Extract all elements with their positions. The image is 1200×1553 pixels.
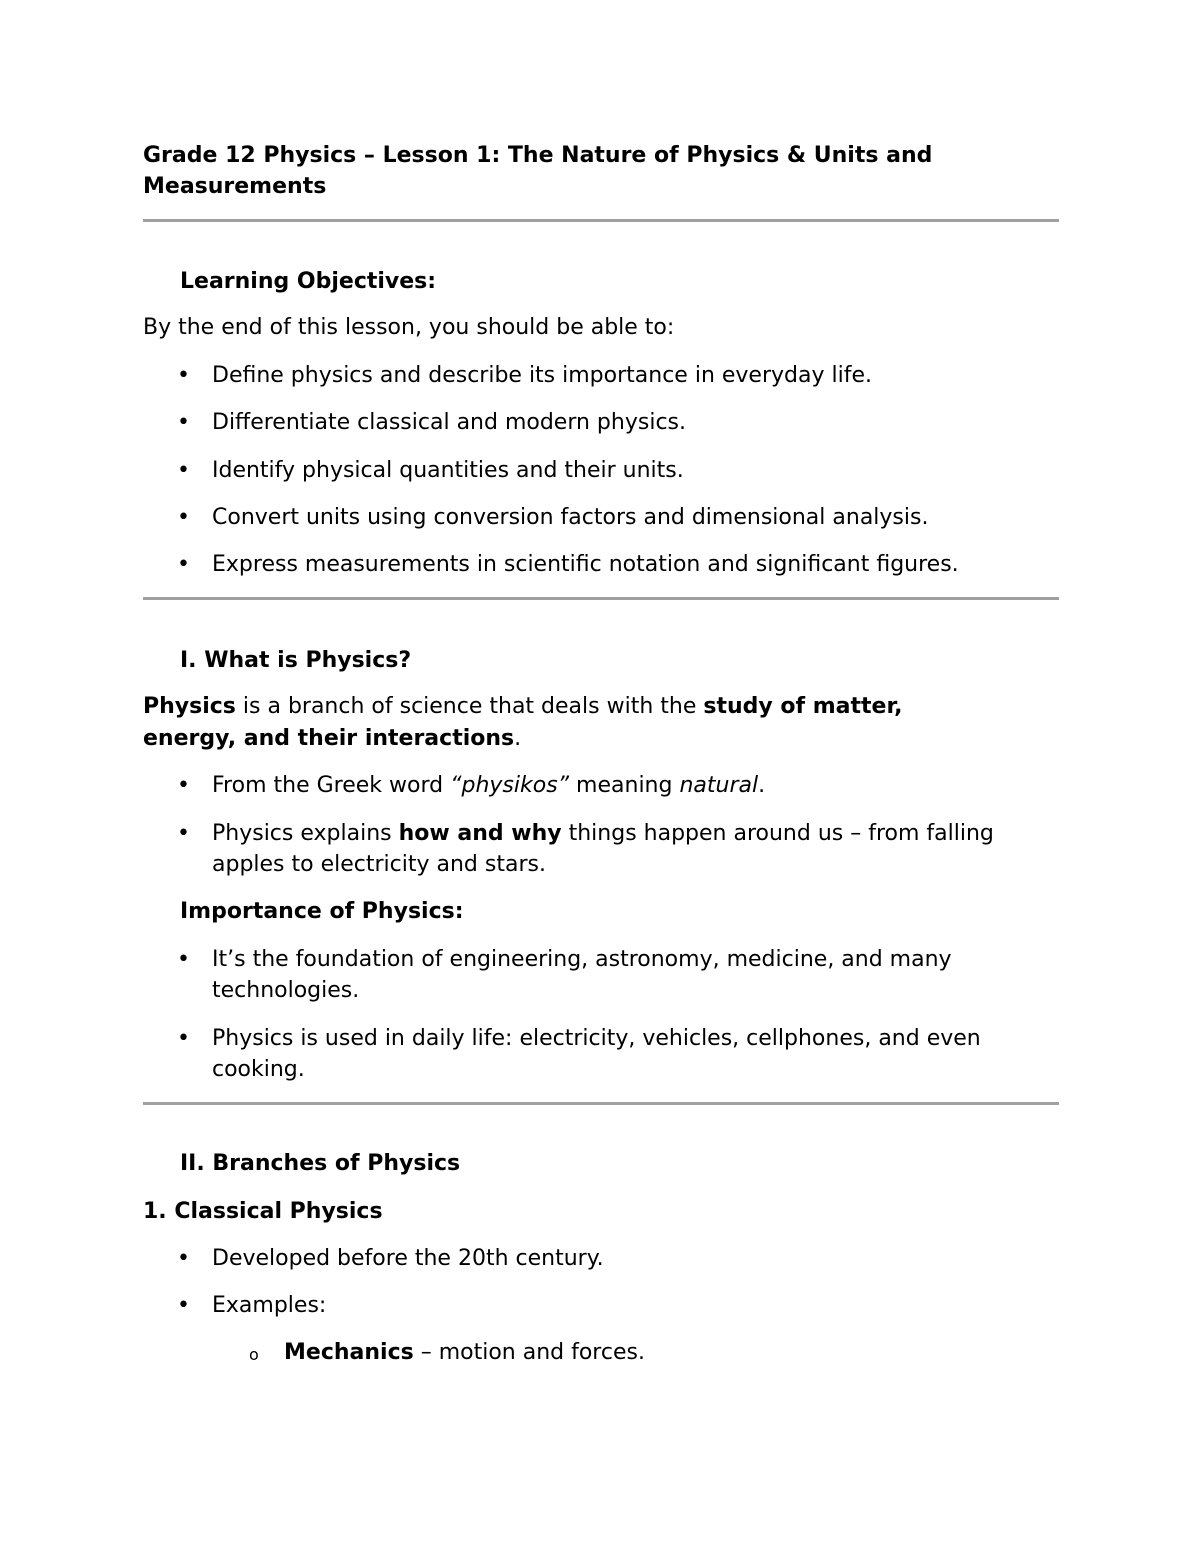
explains-post: things happen around us – from falling [561, 821, 994, 846]
importance-item-2-line-2: cooking. [212, 1057, 305, 1082]
objectives-intro: By the end of this lesson, you should be able to: [143, 315, 675, 340]
bullet-icon: • [177, 1293, 190, 1318]
importance-heading: Importance of Physics: [180, 899, 464, 924]
example-desc: – motion and forces. [413, 1340, 645, 1365]
importance-item-1: It’s the foundation of engineering, astronomy, medicine, and many [212, 947, 952, 972]
greek-meaning: natural [679, 773, 759, 798]
horizontal-rule [143, 597, 1059, 600]
objective-item: Express measurements in scientific notation and significant figures. [212, 552, 959, 577]
objective-item: Define physics and describe its importance in everyday life. [212, 363, 872, 388]
definition-end: . [514, 726, 522, 751]
horizontal-rule [143, 1102, 1059, 1105]
explains-item-line-2: apples to electricity and stars. [212, 852, 546, 877]
classical-item: Developed before the 20th century. [212, 1246, 604, 1271]
classical-item: Examples: [212, 1293, 327, 1318]
bullet-icon: • [177, 505, 190, 530]
greek-origin-end: . [758, 773, 766, 798]
bullet-icon: • [177, 821, 190, 846]
physics-definition-line-2 [143, 723, 521, 754]
bullet-icon: • [177, 947, 190, 972]
greek-origin-item [212, 770, 765, 801]
importance-item-1-line-2: technologies. [212, 978, 360, 1003]
definition-bold-2: energy, and their interactions [143, 726, 515, 751]
example-term: Mechanics [284, 1340, 414, 1365]
objective-item: Identify physical quantities and their units. [212, 458, 684, 483]
bullet-icon: • [177, 363, 190, 388]
objective-item: Differentiate classical and modern physics. [212, 410, 686, 435]
title-line-2: Measurements [143, 174, 327, 199]
physics-definition [143, 691, 902, 722]
bullet-icon: • [177, 410, 190, 435]
explains-pre: Physics explains [212, 821, 399, 846]
section-1-heading: I. What is Physics? [180, 648, 412, 673]
classical-physics-heading: 1. Classical Physics [143, 1199, 383, 1224]
title-line-1: Grade 12 Physics – Lesson 1: The Nature of Physics & Units and [143, 143, 933, 168]
sub-bullet-icon: o [249, 1345, 259, 1364]
explains-item [212, 818, 994, 849]
document-title [143, 140, 1023, 202]
example-item [284, 1337, 645, 1368]
bullet-icon: • [177, 458, 190, 483]
bullet-icon: • [177, 1246, 190, 1271]
objective-item: Convert units using conversion factors and dimensional analysis. [212, 505, 929, 530]
greek-word: “physikos” [450, 773, 570, 798]
definition-term: Physics [143, 694, 236, 719]
definition-bold-1: study of matter, [703, 694, 903, 719]
bullet-icon: • [177, 552, 190, 577]
section-2-heading: II. Branches of Physics [180, 1151, 461, 1176]
bullet-icon: • [177, 1026, 190, 1051]
explains-bold: how and why [398, 821, 562, 846]
importance-item-2: Physics is used in daily life: electricity, vehicles, cellphones, and even [212, 1026, 981, 1051]
greek-origin-mid: meaning [569, 773, 680, 798]
objectives-heading: Learning Objectives: [180, 269, 437, 294]
bullet-icon: • [177, 773, 190, 798]
horizontal-rule [143, 219, 1059, 222]
greek-origin-pre: From the Greek word [212, 773, 451, 798]
definition-text: is a branch of science that deals with the [235, 694, 704, 719]
